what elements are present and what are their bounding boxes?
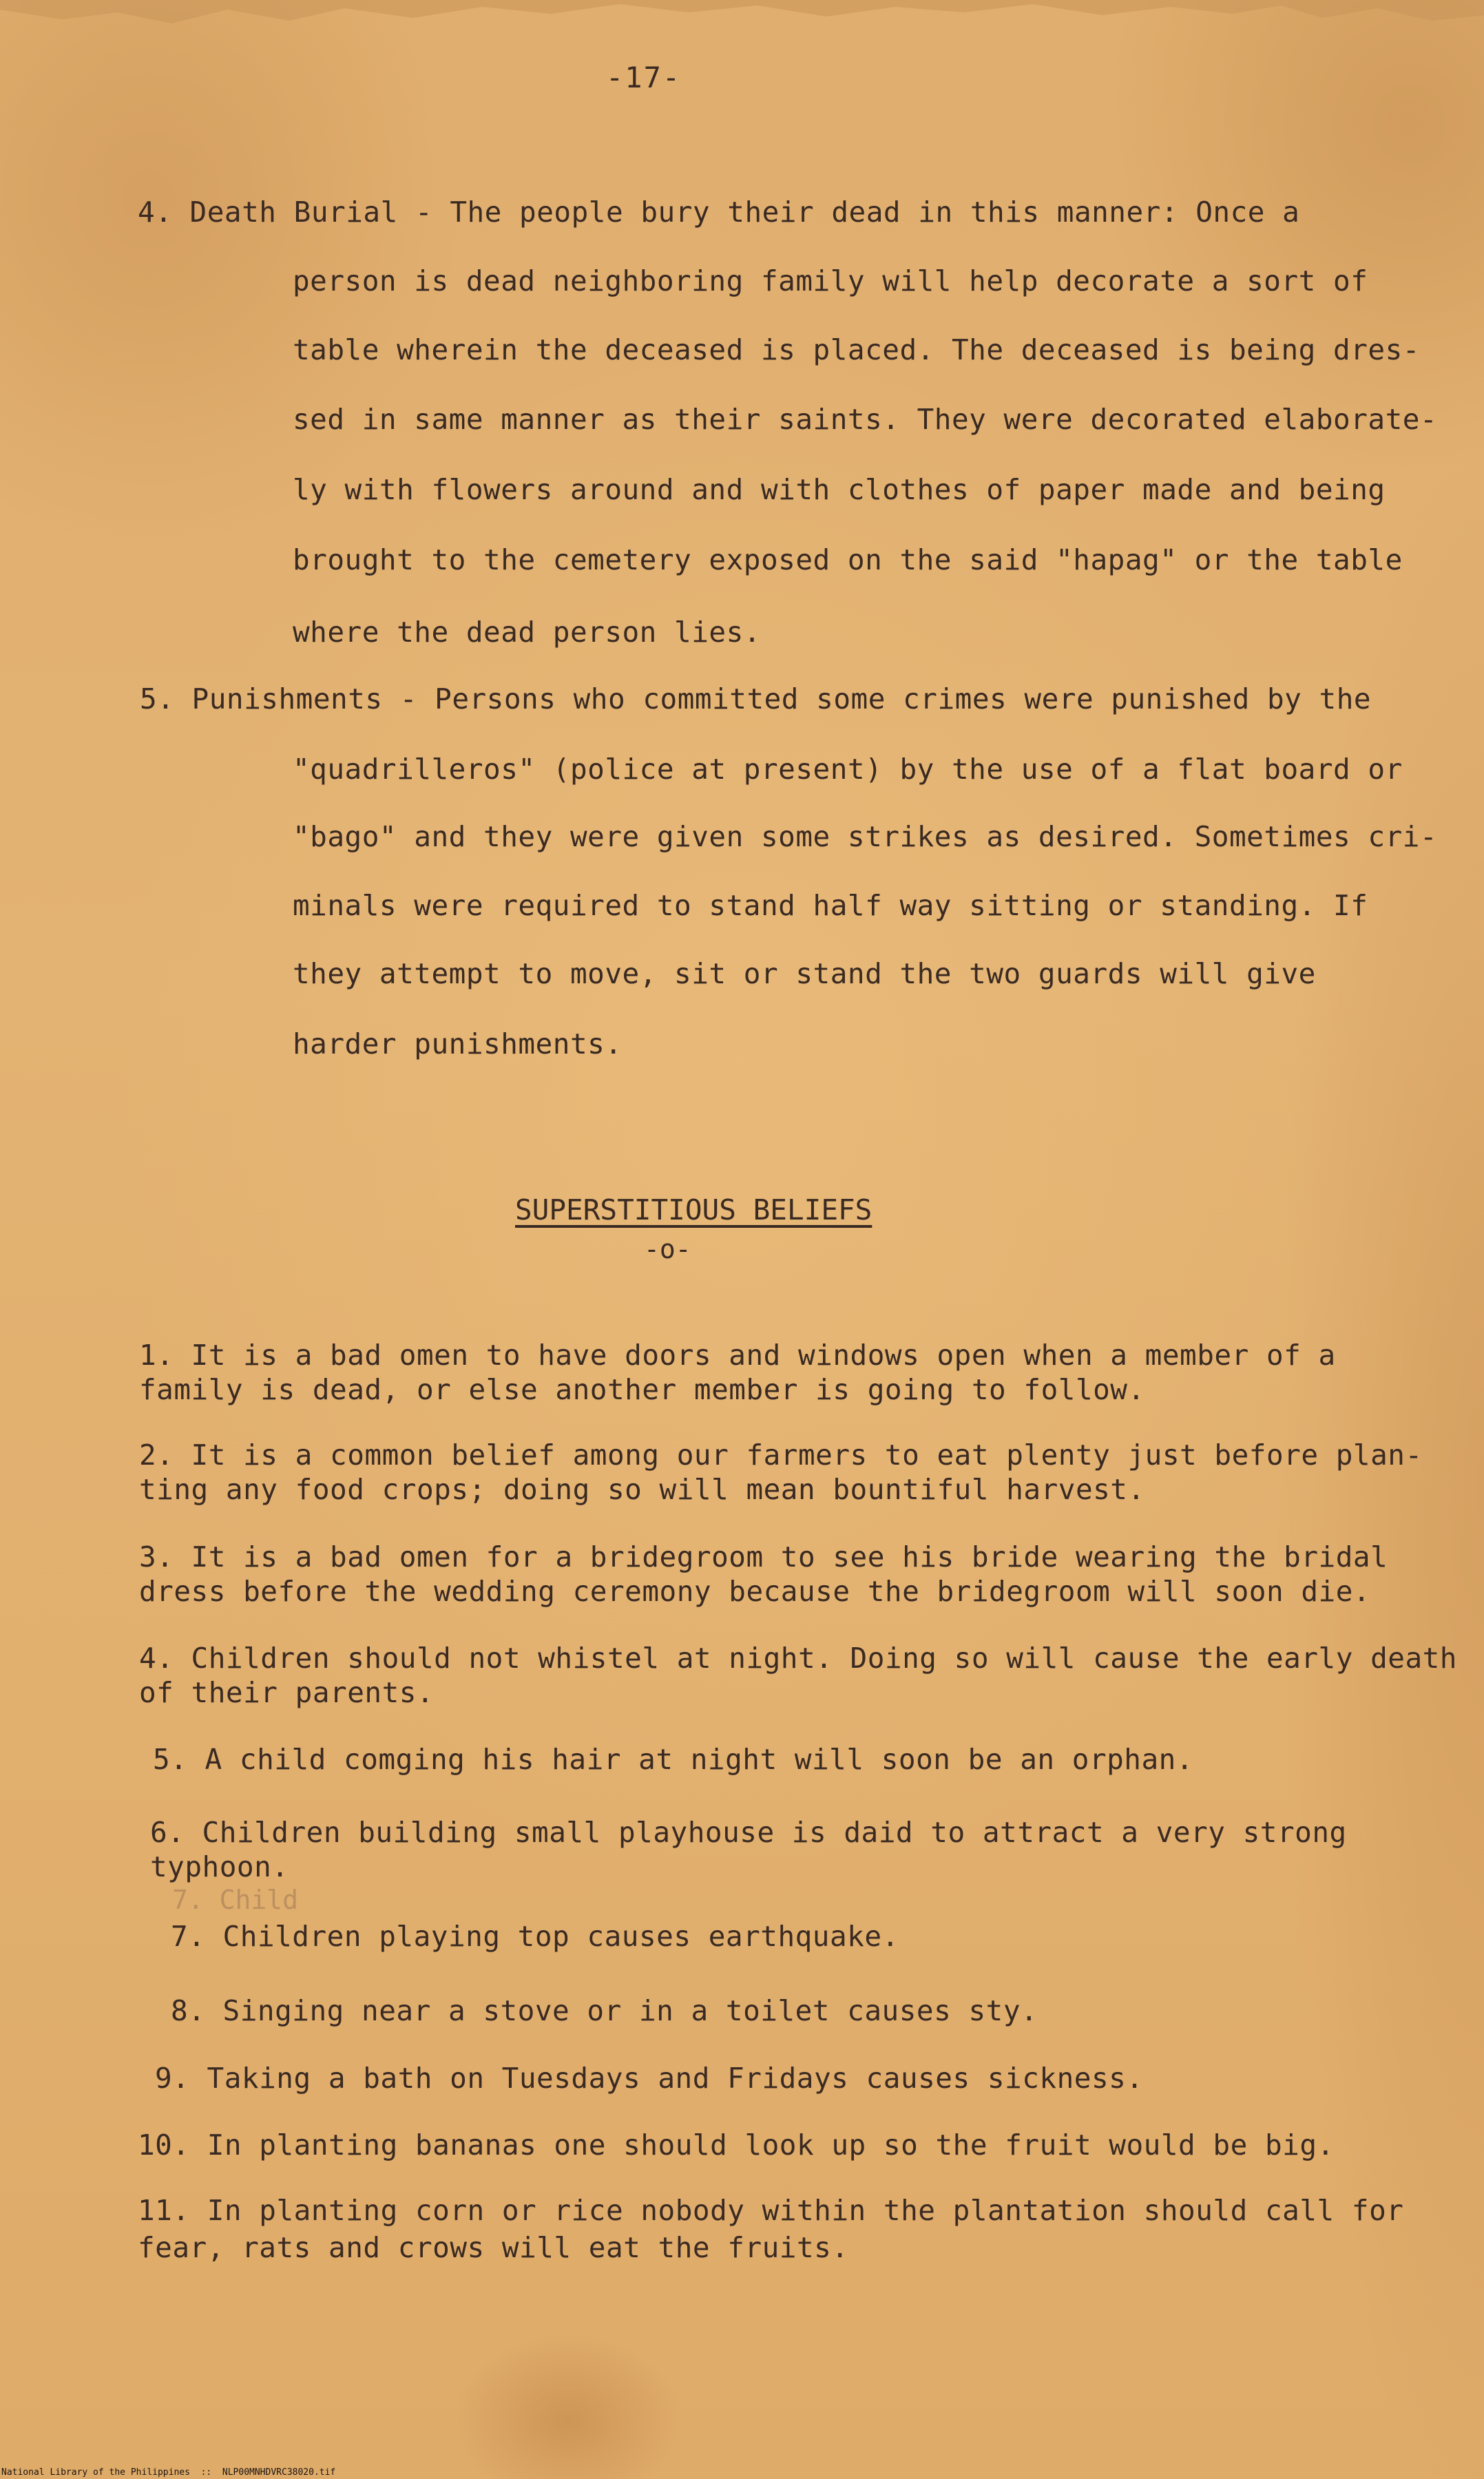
text-line: 2. It is a common belief among our farmers to eat plenty just before plan- <box>139 1439 1423 1472</box>
text-line: ly with flowers around and with clothes of paper made and being <box>293 473 1386 506</box>
text-line: 1. It is a bad omen to have doors and windows open when a member of a <box>139 1339 1336 1372</box>
text-line: 9. Taking a bath on Tuesdays and Fridays causes sickness. <box>155 2062 1144 2095</box>
text-line: they attempt to move, sit or stand the two guards will give <box>293 957 1316 990</box>
text-line: 10. In planting bananas one should look up so the fruit would be big. <box>138 2128 1335 2162</box>
page-number: -17- <box>606 61 682 94</box>
faint-overtype: 7. Child <box>172 1885 299 1915</box>
text-line: ting any food crops; doing so will mean bountiful harvest. <box>139 1473 1145 1506</box>
text-line: table wherein the deceased is placed. The deceased is being dres- <box>293 333 1420 366</box>
text-line: 4. Children should not whistel at night. Doing so will cause the early death <box>139 1642 1457 1675</box>
text-line: "quadrilleros" (police at present) by the use of a flat board or <box>293 753 1403 786</box>
text-line: harder punishments. <box>293 1027 623 1060</box>
text-line: family is dead, or else another member is going to follow. <box>139 1373 1145 1406</box>
text-line: dress before the wedding ceremony because the bridegroom will soon die. <box>139 1575 1371 1608</box>
paper-stain <box>454 2334 682 2479</box>
text-line: fear, rats and crows will eat the fruits. <box>138 2231 849 2264</box>
heading-divider: -o- <box>644 1234 691 1264</box>
text-line: 7. Children playing top causes earthquake. <box>171 1920 899 1953</box>
text-line: brought to the cemetery exposed on the said "hapag" or the table <box>293 543 1403 576</box>
text-line: sed in same manner as their saints. They were decorated elaborate- <box>293 403 1438 436</box>
text-line: 8. Singing near a stove or in a toilet causes sty. <box>171 1994 1038 2027</box>
text-line: 11. In planting corn or rice nobody within the plantation should call for <box>138 2194 1404 2227</box>
text-line: 5. A child comging his hair at night will soon be an orphan. <box>153 1743 1194 1776</box>
section-heading: SUPERSTITIOUS BELIEFS <box>515 1193 872 1226</box>
text-line: person is dead neighboring family will help decorate a sort of <box>293 264 1368 297</box>
text-line: where the dead person lies. <box>293 616 761 649</box>
text-line: typhoon. <box>150 1850 289 1883</box>
text-line: 4. Death Burial - The people bury their dead in this manner: Once a <box>138 196 1300 229</box>
archive-footer: National Library of the Philippines :: NLP00MNHDVRC38020.tif <box>1 2467 336 2478</box>
text-line: 5. Punishments - Persons who committed some crimes were punished by the <box>140 682 1372 715</box>
text-line: 6. Children building small playhouse is daid to attract a very strong <box>150 1816 1347 1849</box>
text-line: of their parents. <box>139 1676 435 1709</box>
text-line: 3. It is a bad omen for a bridegroom to see his bride wearing the bridal <box>139 1540 1388 1573</box>
text-line: "bago" and they were given some strikes as desired. Sometimes cri- <box>293 820 1438 853</box>
text-line: minals were required to stand half way sitting or standing. If <box>293 889 1368 922</box>
torn-edge <box>0 0 1484 41</box>
